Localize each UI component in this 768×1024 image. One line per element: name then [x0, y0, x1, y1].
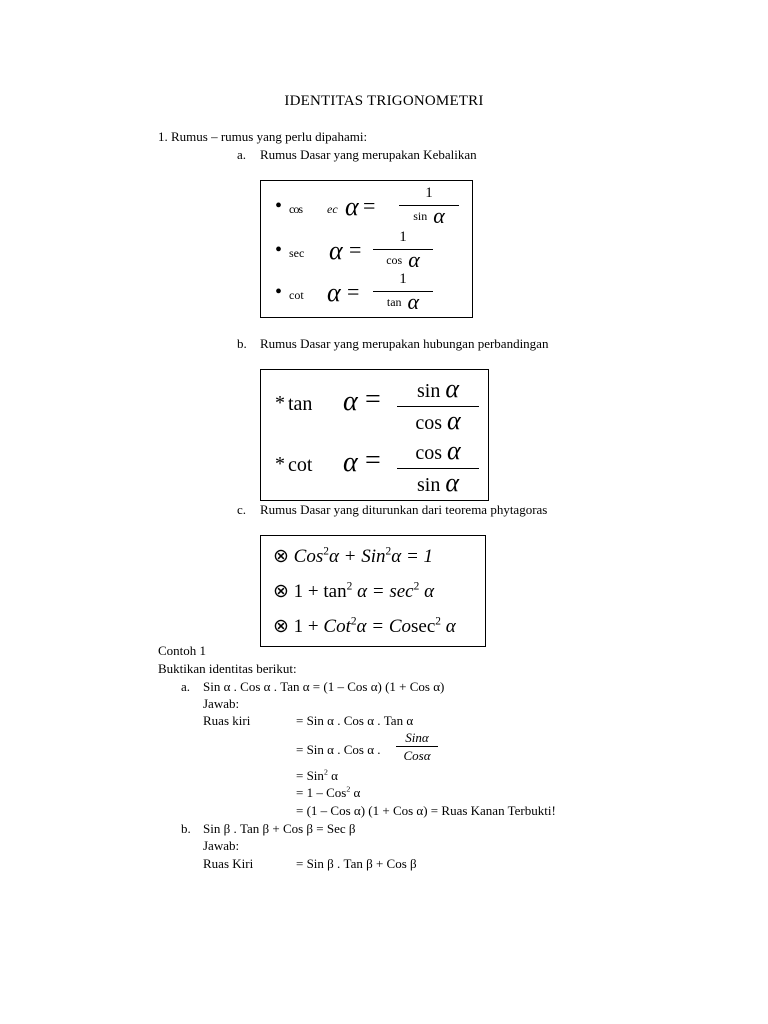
section-heading: 1. Rumus – rumus yang perlu dipahami:	[158, 129, 368, 144]
alpha-symbol: α	[408, 247, 420, 272]
formula-fn: sec	[289, 246, 305, 260]
item-b-marker: b.	[237, 336, 247, 351]
jawab-label: Jawab:	[203, 838, 240, 853]
numerator	[397, 374, 479, 406]
item-c-marker: c.	[237, 502, 247, 517]
fraction	[397, 436, 479, 499]
formula-fn: cos	[415, 412, 442, 434]
asterisk-icon: *	[275, 453, 285, 475]
alpha-symbol: α	[447, 436, 461, 465]
exponent: 2	[385, 545, 392, 558]
formula-term: 1 +	[293, 616, 324, 637]
exponent: 2	[435, 615, 441, 628]
exponent: 2	[323, 545, 329, 558]
item-c-label: Rumus Dasar yang diturunkan dari teorema phytagoras	[260, 502, 548, 517]
asterisk-icon: *	[275, 392, 285, 414]
denominator	[397, 407, 479, 437]
formula-term: Cos	[293, 546, 324, 567]
formula-term: sec	[411, 616, 436, 637]
denominator	[399, 203, 459, 228]
fraction	[399, 185, 459, 226]
formula-fn: tan	[386, 295, 402, 309]
alpha-symbol: α	[329, 236, 343, 265]
fraction	[373, 271, 433, 312]
alpha-symbol: α	[345, 192, 359, 221]
item-a-marker: a.	[237, 147, 247, 162]
formula-term: α =	[356, 616, 389, 637]
formula-box-pythagoras	[260, 535, 486, 647]
numerator: Sinα	[405, 730, 429, 745]
formula-fn: sin	[417, 380, 441, 402]
proof-step: = Sin β . Tan β + Cos β	[296, 856, 417, 871]
numerator: 1	[399, 229, 407, 245]
formula-fn: cot	[288, 454, 313, 476]
jawab-label: Jawab:	[203, 696, 240, 711]
alpha-symbol: α	[407, 289, 420, 314]
alpha-symbol: α	[343, 447, 358, 478]
denominator: Cosα	[403, 748, 431, 763]
formula-row	[273, 615, 456, 638]
equals-sign: =	[365, 384, 381, 415]
formula-fn: sin	[413, 209, 428, 223]
formula-fn: ec	[327, 202, 338, 216]
example-a-marker: a.	[181, 679, 191, 694]
proof-step: = (1 – Cos α) (1 + Cos α) = Ruas Kanan Terbukti!	[296, 803, 556, 818]
formula-term: α +	[328, 546, 362, 567]
formula-box-ratio	[260, 369, 489, 501]
formula-box-reciprocal	[260, 180, 473, 318]
bullet-icon: •	[275, 239, 283, 261]
formula-term: 1 + tan	[293, 581, 347, 602]
alpha-symbol: α	[327, 278, 341, 307]
equals-sign: =	[349, 237, 362, 262]
proof-step: = Sin α . Cos α . Tan α	[296, 713, 414, 728]
ruas-kiri-label: Ruas kiri	[203, 713, 251, 728]
formula-fn: cos	[386, 253, 403, 267]
example-b-statement: Sin β . Tan β + Cos β = Sec β	[203, 821, 356, 836]
numerator: 1	[399, 271, 407, 287]
example-intro: Buktikan identitas berikut:	[158, 661, 297, 676]
formula-fn: cos	[415, 442, 442, 464]
exponent: 2	[413, 580, 420, 593]
fraction	[397, 374, 479, 437]
alpha-symbol: α	[433, 203, 445, 228]
alpha-symbol: α	[447, 406, 461, 435]
equals-sign: =	[363, 193, 376, 218]
alpha-symbol: α	[343, 386, 358, 417]
ruas-kiri-label: Ruas Kiri	[203, 856, 254, 871]
formula-term: Co	[388, 616, 412, 637]
denominator	[397, 469, 479, 499]
otimes-icon: ⊗	[273, 616, 289, 637]
fraction	[373, 229, 433, 270]
fraction	[396, 730, 438, 765]
formula-row	[273, 580, 434, 603]
formula-term: Cot	[323, 616, 351, 637]
alpha-symbol: α	[445, 374, 459, 403]
formula-term: α = 1	[391, 546, 434, 567]
formula-term: Sin	[361, 546, 386, 567]
alpha-symbol: α	[445, 468, 459, 497]
exponent: 2	[346, 580, 353, 593]
example-title: Contoh 1	[158, 643, 207, 658]
otimes-icon: ⊗	[273, 546, 289, 567]
proof-step: = Sin$^2$ α	[296, 767, 338, 783]
equals-sign: =	[347, 279, 360, 304]
denominator	[373, 289, 433, 314]
page-title: IDENTITAS TRIGONOMETRI	[284, 93, 484, 109]
example-a-statement: Sin α . Cos α . Tan α = (1 – Cos α) (1 + Cos α)	[203, 679, 445, 694]
item-a-label: Rumus Dasar yang merupakan Kebalikan	[260, 147, 477, 162]
formula-fn: cot	[289, 288, 304, 302]
formula-fn: sin	[417, 474, 441, 496]
numerator: 1	[425, 185, 433, 201]
formula-fn: tan	[288, 393, 313, 415]
equals-sign: =	[365, 445, 381, 476]
proof-step: = 1 – Cos$^2$ α	[296, 784, 361, 800]
formula-term: α	[441, 616, 456, 637]
proof-step: = Sin α . Cos α .	[296, 742, 381, 757]
otimes-icon: ⊗	[273, 581, 289, 602]
exponent: 2	[350, 615, 357, 628]
formula-term: α = sec	[352, 581, 414, 602]
bullet-icon: •	[275, 281, 283, 303]
example-b-marker: b.	[181, 821, 191, 836]
bullet-icon: •	[275, 195, 283, 217]
numerator	[397, 436, 479, 468]
denominator	[373, 247, 433, 272]
formula-row	[273, 545, 433, 568]
formula-fn: cos	[289, 202, 302, 216]
formula-term: α	[419, 581, 435, 602]
item-b-label: Rumus Dasar yang merupakan hubungan perbandingan	[260, 336, 549, 351]
